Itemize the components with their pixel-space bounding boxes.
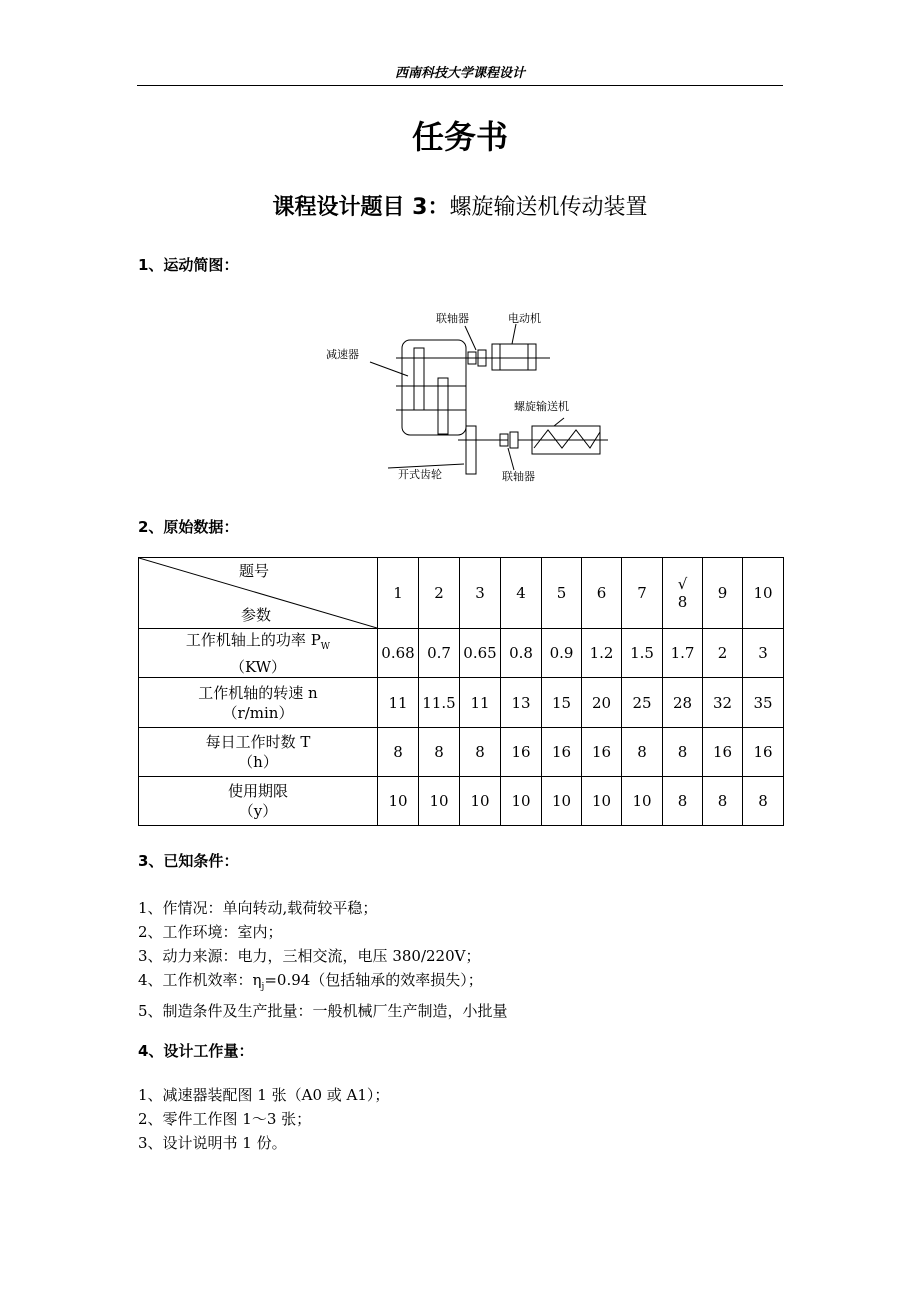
table-row xyxy=(139,629,784,678)
table-cell: 15 xyxy=(542,678,582,728)
table-cell: 13 xyxy=(501,678,542,728)
table-cell: 0.65 xyxy=(460,629,501,678)
table-cell: 1.7 xyxy=(663,629,703,678)
condition-item: 1、作情况：单向转动,载荷较平稳； xyxy=(138,899,378,917)
workload-item: 3、设计说明书 1 份。 xyxy=(138,1134,287,1152)
section-kinematic-sketch: 1、运动简图： xyxy=(138,256,239,274)
col-header-selected xyxy=(663,558,703,629)
table-cell: 1.5 xyxy=(622,629,663,678)
table-cell: 16 xyxy=(501,728,542,777)
table-cell: 0.8 xyxy=(501,629,542,678)
reducer-housing xyxy=(402,340,466,435)
table-cell: 10 xyxy=(542,777,582,826)
table-cell: 8 xyxy=(663,728,703,777)
table-cell: 8 xyxy=(622,728,663,777)
table-cell: 20 xyxy=(582,678,622,728)
selected-number: 8 xyxy=(677,593,688,611)
section-known-conditions: 3、已知条件： xyxy=(138,852,239,870)
col-header: 10 xyxy=(743,558,784,629)
table-cell: 16 xyxy=(703,728,743,777)
table-cell: 0.9 xyxy=(542,629,582,678)
check-mark: √ xyxy=(677,575,688,593)
condition-item: 2、工作环境：室内； xyxy=(138,923,283,941)
table-cell: 10 xyxy=(460,777,501,826)
table-cell: 10 xyxy=(501,777,542,826)
table-cell: 0.7 xyxy=(419,629,460,678)
kinematic-diagram xyxy=(318,300,618,490)
table-cell: 16 xyxy=(743,728,784,777)
label-coupling-top: 联轴器 xyxy=(436,312,469,325)
table-row xyxy=(139,728,784,777)
gear-1 xyxy=(414,348,424,410)
param-name: 每日工作时数 T （h） xyxy=(139,728,378,777)
col-header: 7 xyxy=(622,558,663,629)
subtitle-label: 课程设计题目 3： xyxy=(272,195,450,220)
corner-bottom-label: 参数 xyxy=(241,606,272,624)
col-header: 6 xyxy=(582,558,622,629)
table-cell: 11 xyxy=(460,678,501,728)
param-name: 工作机轴的转速 n （r/min） xyxy=(139,678,378,728)
motor-shape xyxy=(492,344,536,370)
open-gear-shape xyxy=(466,426,476,474)
label-conveyor: 螺旋输送机 xyxy=(514,400,569,413)
parameter-table xyxy=(138,557,784,826)
table-cell: 8 xyxy=(703,777,743,826)
label-motor: 电动机 xyxy=(508,312,541,325)
table-cell: 8 xyxy=(378,728,419,777)
table-cell: 11.5 xyxy=(419,678,460,728)
col-header: 9 xyxy=(703,558,743,629)
table-cell: 8 xyxy=(663,777,703,826)
table-cell: 0.68 xyxy=(378,629,419,678)
table-cell: 10 xyxy=(419,777,460,826)
param-name: 工作机轴上的功率 $P_W$ （KW） xyxy=(139,629,378,678)
table-row xyxy=(139,777,784,826)
table-cell: 1.2 xyxy=(582,629,622,678)
table-row xyxy=(139,678,784,728)
col-header: 3 xyxy=(460,558,501,629)
table-cell: 8 xyxy=(460,728,501,777)
table-cell: 11 xyxy=(378,678,419,728)
col-header: 1 xyxy=(378,558,419,629)
label-coupling-bottom: 联轴器 xyxy=(502,470,535,483)
table-cell: 35 xyxy=(743,678,784,728)
table-cell: 10 xyxy=(622,777,663,826)
workload-item: 1、减速器装配图 1 张（A0 或 A1）； xyxy=(138,1086,390,1104)
section-raw-data: 2、原始数据： xyxy=(138,518,239,536)
table-cell: 8 xyxy=(743,777,784,826)
workload-list xyxy=(138,1083,389,1155)
page-title: 任务书 xyxy=(411,118,508,156)
table-cell: 8 xyxy=(419,728,460,777)
screw-flight xyxy=(534,430,600,448)
workload-item: 2、零件工作图 1～3 张； xyxy=(138,1110,312,1128)
section-workload: 4、设计工作量： xyxy=(138,1042,254,1060)
conditions-list xyxy=(138,896,508,1023)
corner-top-label: 题号 xyxy=(239,562,270,580)
col-header: 5 xyxy=(542,558,582,629)
table-cell: 10 xyxy=(378,777,419,826)
page-header: 西南科技大学课程设计 xyxy=(137,62,783,86)
table-cell: 16 xyxy=(542,728,582,777)
label-reducer: 减速器 xyxy=(326,348,359,361)
condition-item-efficiency: 4、工作机效率：$\eta_j=0.94$（包括轴承的效率损失）； xyxy=(138,971,483,992)
table-header-row xyxy=(139,558,784,629)
param-name: 使用期限 （y） xyxy=(139,777,378,826)
condition-item: 5、制造条件及生产批量：一般机械厂生产制造，小批量 xyxy=(138,1002,508,1020)
col-header: 2 xyxy=(419,558,460,629)
table-cell: 10 xyxy=(582,777,622,826)
corner-cell xyxy=(139,558,378,629)
table-cell: 25 xyxy=(622,678,663,728)
col-header: 4 xyxy=(501,558,542,629)
subtitle xyxy=(0,190,920,221)
table-cell: 16 xyxy=(582,728,622,777)
subtitle-topic: 螺旋输送机传动装置 xyxy=(449,195,648,220)
label-open-gear: 开式齿轮 xyxy=(398,468,442,481)
table-cell: 2 xyxy=(703,629,743,678)
condition-item: 3、动力来源：电力，三相交流，电压 380/220V； xyxy=(138,947,481,965)
table-cell: 3 xyxy=(743,629,784,678)
table-cell: 32 xyxy=(703,678,743,728)
table-cell: 28 xyxy=(663,678,703,728)
